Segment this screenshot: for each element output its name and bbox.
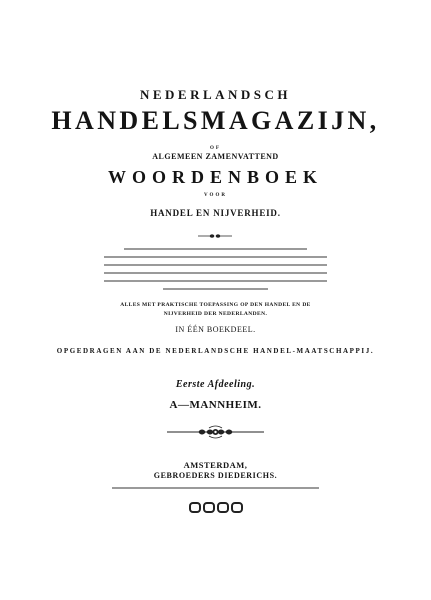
connector-of: OF	[210, 146, 221, 151]
unreadable-description-line	[104, 280, 327, 282]
volume-note: IN ÉÉN BOEKDEEL.	[175, 325, 256, 334]
year-digits-mark	[189, 502, 243, 513]
title-line-woordenboek: WOORDENBOEK	[107, 167, 324, 187]
unreadable-description-line	[124, 248, 307, 250]
unreadable-description-line	[104, 272, 327, 274]
subtitle-algemeen: ALGEMEEN ZAMENVATTEND	[152, 152, 279, 161]
imprint-city: AMSTERDAM,	[183, 460, 248, 470]
unreadable-description-line	[104, 264, 327, 266]
large-ornament-icon	[165, 425, 266, 439]
imprint-publisher: GEBROEDERS DIEDERICHS.	[153, 471, 278, 480]
connector-voor: VOOR	[204, 193, 227, 198]
part-heading: Eerste Afdeeling.	[175, 379, 256, 390]
dedication-line: OPGEDRAGEN AAN DE NEDERLANDSCHE HANDEL-MAATSCHAPPIJ.	[56, 347, 375, 355]
subtitle-handel-nijverheid: HANDEL EN NIJVERHEID.	[150, 208, 281, 218]
unreadable-address-line	[112, 487, 319, 489]
small-ornament-icon	[197, 232, 233, 240]
title-line-nederlandsch: NEDERLANDSCH	[139, 87, 292, 102]
description-praktische: ALLES MET PRAKTISCHE TOEPASSING OP DEN HANDEL EN DE NIJVERHEID DER NEDERLANDEN.	[120, 302, 311, 317]
unreadable-description-line	[104, 256, 327, 258]
title-line-handelsmagazijn: HANDELSMAGAZIJN,	[51, 106, 380, 135]
volume-range: A—MANNHEIM.	[169, 399, 262, 411]
imprint-year	[0, 502, 431, 516]
unreadable-description-line	[163, 288, 268, 290]
